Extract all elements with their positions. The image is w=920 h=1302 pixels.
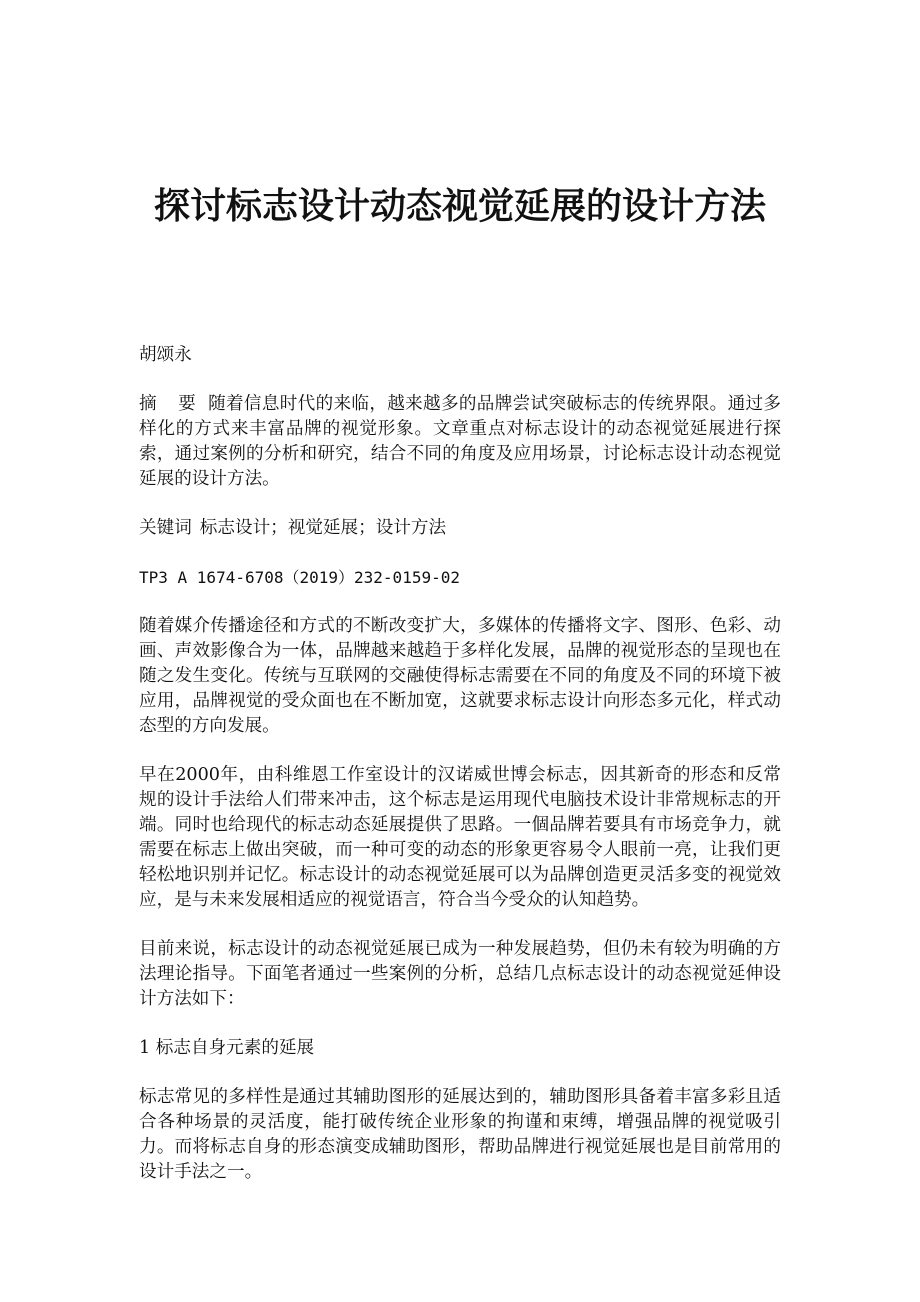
abstract	[139, 392, 781, 492]
article-title: 探讨标志设计动态视觉延展的设计方法	[153, 185, 766, 227]
body-paragraph-2: 早在2000年，由科维恩工作室设计的汉诺威世博会标志，因其新奇的形态和反常规的设计手法给人们带来冲击，这个标志是运用现代电脑技术设计非常规标志的开端。同时也给现代的标志动态延展提供了思路。一個品牌若要具有市场竞争力，就需要在标志上做出突破，而一种可变的动态的形象更容易令人眼前一亮，让我们更轻松地识别并记忆。标志设计的动态视觉延展可以为品牌创造更灵活多变的视觉效应，是与未来发展相适应的视觉语言，符合当今受众的认知趋势。	[139, 765, 781, 910]
body-paragraph-1: 随着媒介传播途径和方式的不断改变扩大，多媒体的传播将文字、图形、色彩、动画、声效影像合为一体，品牌越来越趋于多样化发展，品牌的视觉形态的呈现也在随之发生变化。传统与互联网的交融使得标志需要在不同的角度及不同的环境下被应用，品牌视觉的受众面也在不断加宽，这就要求标志设计向形态多元化，样式动态型的方向发展。	[139, 616, 781, 736]
keywords-text: 标志设计；视觉延展；设计方法	[199, 518, 447, 538]
keywords	[139, 516, 781, 541]
classification-code: TP3 A 1674-6708（2019）232-0159-02	[139, 568, 460, 587]
article-body	[139, 343, 781, 1209]
abstract-label: 摘 要	[139, 394, 204, 414]
keywords-label: 关键词	[139, 518, 192, 538]
author-name: 胡颂永	[139, 345, 192, 365]
abstract-text: 随着信息时代的来临，越来越多的品牌尝试突破标志的传统界限。通过多样化的方式来丰富品牌的视觉形象。文章重点对标志设计的动态视觉延展进行探索，通过案例的分析和研究，结合不同的角度及应用场景，讨论标志设计动态视觉延展的设计方法。	[139, 394, 781, 489]
section-heading: 1 标志自身元素的延展	[139, 1038, 315, 1058]
body-paragraph-3: 目前来说，标志设计的动态视觉延展已成为一种发展趋势，但仍未有较为明确的方法理论指导。下面笔者通过一些案例的分析，总结几点标志设计的动态视觉延伸设计方法如下：	[139, 939, 781, 1009]
section-paragraph: 标志常见的多样性是通过其辅助图形的延展达到的，辅助图形具备着丰富多彩且适合各种场景的灵活度，能打破传统企业形象的拘谨和束缚，增强品牌的视觉吸引力。而将标志自身的形态演变成辅助图形，帮助品牌进行视觉延展也是目前常用的设计手法之一。	[139, 1087, 781, 1182]
